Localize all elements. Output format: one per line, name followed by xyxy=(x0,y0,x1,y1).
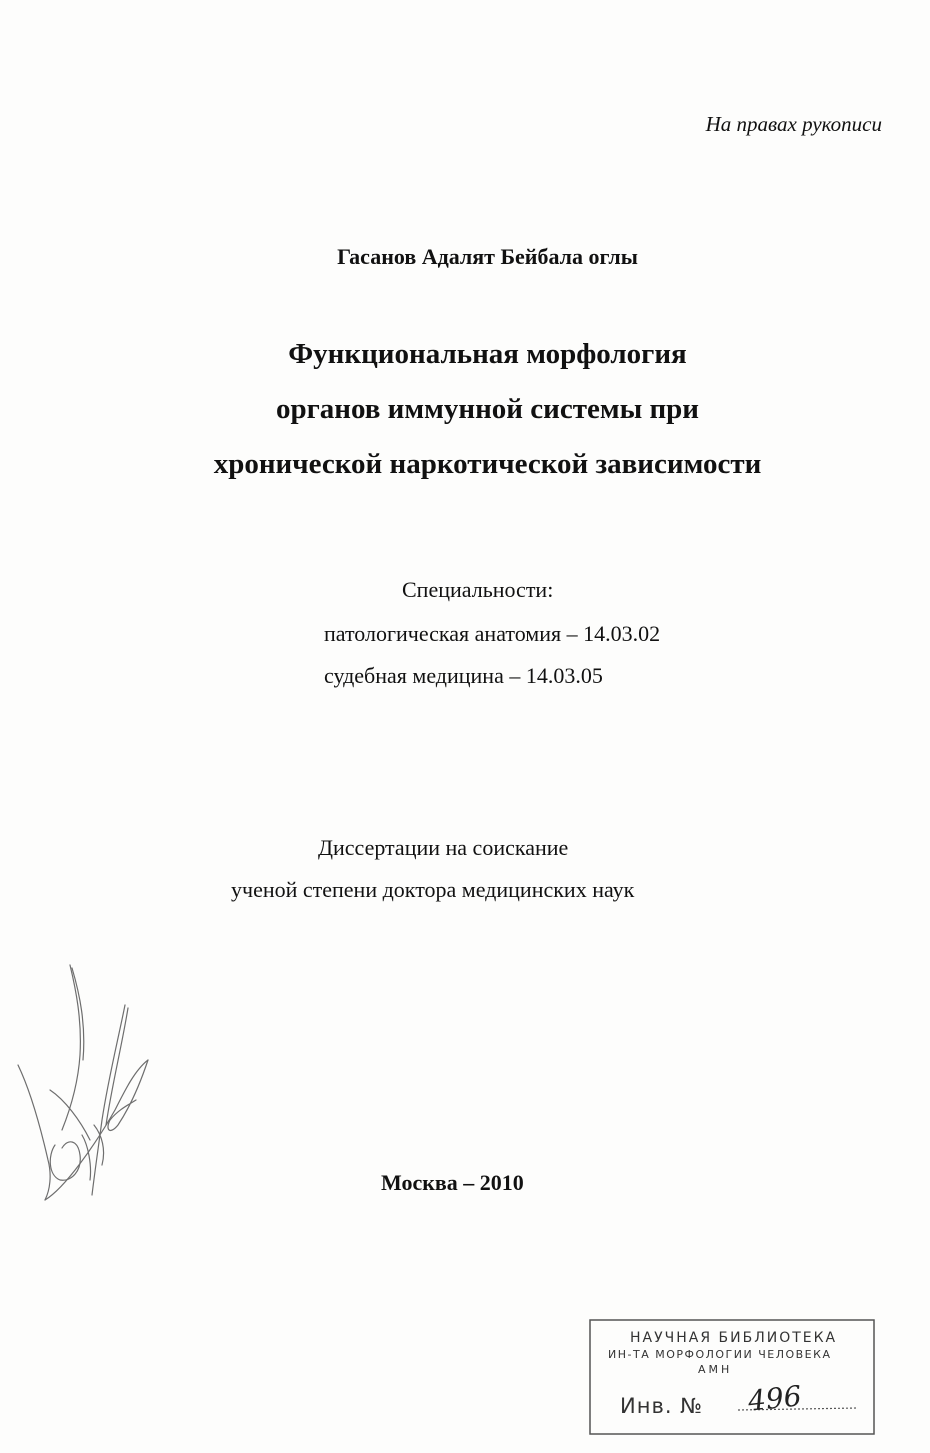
specialty-item: судебная медицина – 14.03.05 xyxy=(324,663,603,688)
library-stamp xyxy=(590,1322,876,1434)
stamp-academy: АМН xyxy=(698,1363,733,1376)
stamp-inventory-number: 496 xyxy=(746,1379,804,1418)
degree-line-1: Диссертации на соискание xyxy=(318,835,569,860)
stamp-library-name: НАУЧНАЯ БИБЛИОТЕКА xyxy=(630,1330,838,1346)
dissertation-title xyxy=(0,327,930,492)
stamp-inventory-label: Инв. № xyxy=(620,1394,704,1418)
author-name: Гасанов Адалят Бейбала оглы xyxy=(337,244,638,269)
place-and-year: Москва – 2010 xyxy=(381,1170,524,1195)
stamp-institute-name: ИН-ТА МОРФОЛОГИИ ЧЕЛОВЕКА xyxy=(608,1348,832,1361)
specialty-item: патологическая анатомия – 14.03.02 xyxy=(324,621,661,646)
degree-line-2: ученой степени доктора медицинских наук xyxy=(231,877,635,902)
title-line-2: органов иммунной системы при xyxy=(275,393,700,425)
title-line-1: Функциональная морфология xyxy=(288,338,687,370)
specialties-heading: Специальности: xyxy=(402,577,554,602)
manuscript-note: На правах рукописи xyxy=(705,112,882,136)
title-line-3: хронической наркотической зависимости xyxy=(213,448,762,480)
handwritten-signature xyxy=(10,960,160,1240)
